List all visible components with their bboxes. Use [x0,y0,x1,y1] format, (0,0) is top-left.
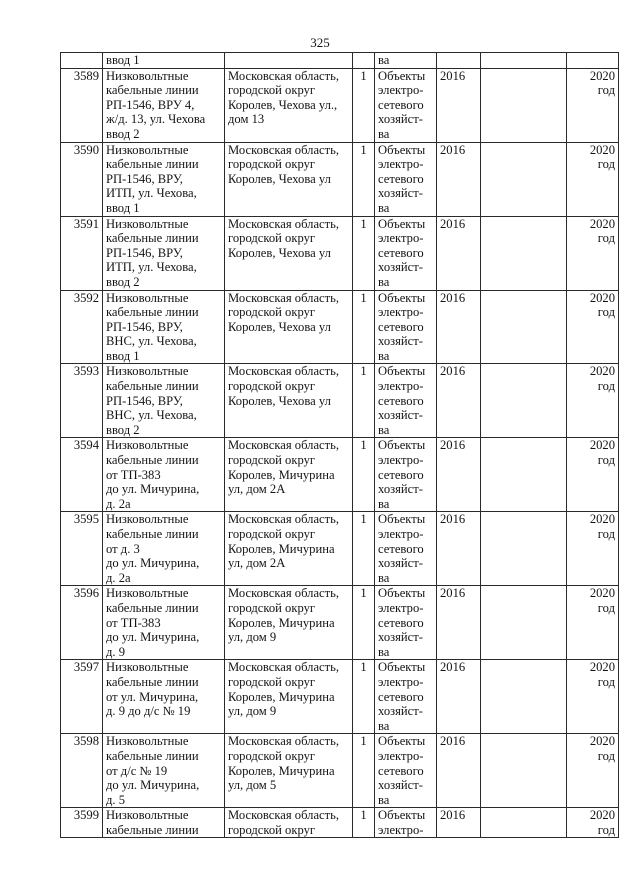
cell-address: Московская область, городской округ Королев, Мичурина ул, дом 2А [225,438,353,512]
cell-object-name: Низковольтные кабельные линии от ТП-383 до ул. Мичурина, д. 9 [103,586,225,660]
page-number: 325 [310,35,330,50]
cell-object-type: Объекты электро- [375,808,437,838]
cell-address: Московская область, городской округ Королев, Чехова ул [225,290,353,364]
table-row [61,290,619,364]
cell-address: Московская область, городской округ Королев, Мичурина ул, дом 9 [225,586,353,660]
cell-number: 3597 [61,660,103,734]
cell-term: 2020 год [567,586,619,660]
cell-empty [481,734,567,808]
cell-year: 2016 [437,438,481,512]
cell-empty [481,216,567,290]
cell-empty [481,142,567,216]
cell-year: 2016 [437,660,481,734]
table-row [61,660,619,734]
cell-empty [481,808,567,838]
cell-year: 2016 [437,734,481,808]
cell-address: Московская область, городской округ Королев, Мичурина ул, дом 5 [225,734,353,808]
cell-object-name: Низковольтные кабельные линии от д/с № 19 до ул. Мичурина, д. 5 [103,734,225,808]
cell-object-name: ввод 1 [103,53,225,69]
cell-year: 2016 [437,586,481,660]
cell-object-type: Объекты электро- сетевого хозяйст- ва [375,290,437,364]
cell-object-name: Низковольтные кабельные линии РП-1546, ВРУ, ВНС, ул. Чехова, ввод 2 [103,364,225,438]
cell-number: 3591 [61,216,103,290]
cell-object-type: Объекты электро- сетевого хозяйст- ва [375,216,437,290]
cell-year: 2016 [437,68,481,142]
cell-empty [481,68,567,142]
cell-address: Московская область, городской округ Королев, Чехова ул [225,364,353,438]
cell-term: 2020 год [567,68,619,142]
cell-year: 2016 [437,216,481,290]
cell-term: 2020 год [567,438,619,512]
cell-object-name: Низковольтные кабельные линии РП-1546, ВРУ 4, ж/д. 13, ул. Чехова ввод 2 [103,68,225,142]
cell-number [61,53,103,69]
cell-object-name: Низковольтные кабельные линии от ТП-383 до ул. Мичурина, д. 2а [103,438,225,512]
cell-empty [481,438,567,512]
cell-address: Московская область, городской округ Королев, Чехова ул [225,142,353,216]
cell-term: 2020 год [567,808,619,838]
cell-empty [481,660,567,734]
cell-quantity: 1 [353,660,375,734]
cell-address: Московская область, городской округ Королев, Чехова ул., дом 13 [225,68,353,142]
table-row [61,216,619,290]
cell-address: Московская область, городской округ Королев, Мичурина ул, дом 9 [225,660,353,734]
table-row-last [61,808,619,838]
table-row [61,142,619,216]
cell-number: 3596 [61,586,103,660]
cell-object-name: Низковольтные кабельные линии [103,808,225,838]
cell-object-name: Низковольтные кабельные линии РП-1546, ВРУ, ВНС, ул. Чехова, ввод 1 [103,290,225,364]
cell-object-name: Низковольтные кабельные линии от д. 3 до ул. Мичурина, д. 2а [103,512,225,586]
cell-year: 2016 [437,512,481,586]
cell-number: 3590 [61,142,103,216]
cell-address: Московская область, городской округ Королев, Чехова ул [225,216,353,290]
table-row [61,512,619,586]
cell-quantity [353,53,375,69]
cell-number: 3595 [61,512,103,586]
cell-term: 2020 год [567,660,619,734]
cell-object-name: Низковольтные кабельные линии РП-1546, ВРУ, ИТП, ул. Чехова, ввод 1 [103,142,225,216]
cell-year: 2016 [437,290,481,364]
cell-empty [481,586,567,660]
cell-quantity: 1 [353,364,375,438]
table-row [61,438,619,512]
cell-empty [481,290,567,364]
cell-year [437,53,481,69]
table-row [61,68,619,142]
cell-quantity: 1 [353,734,375,808]
cell-number: 3593 [61,364,103,438]
cell-quantity: 1 [353,68,375,142]
cell-address [225,53,353,69]
cell-number: 3599 [61,808,103,838]
cell-address: Московская область, городской округ [225,808,353,838]
cell-term: 2020 год [567,512,619,586]
cell-empty [481,53,567,69]
cell-number: 3589 [61,68,103,142]
table-row [61,586,619,660]
cell-quantity: 1 [353,438,375,512]
cell-empty [481,364,567,438]
cell-object-type: Объекты электро- сетевого хозяйст- ва [375,586,437,660]
cell-object-type: ва [375,53,437,69]
cell-object-type: Объекты электро- сетевого хозяйст- ва [375,364,437,438]
cell-term: 2020 год [567,290,619,364]
cell-address: Московская область, городской округ Королев, Мичурина ул, дом 2А [225,512,353,586]
cell-object-name: Низковольтные кабельные линии от ул. Мичурина, д. 9 до д/с № 19 [103,660,225,734]
cell-term: 2020 год [567,142,619,216]
cell-object-name: Низковольтные кабельные линии РП-1546, ВРУ, ИТП, ул. Чехова, ввод 2 [103,216,225,290]
cell-term: 2020 год [567,364,619,438]
table-row [61,734,619,808]
registry-body [61,53,619,838]
cell-object-type: Объекты электро- сетевого хозяйст- ва [375,438,437,512]
table-row [61,364,619,438]
cell-quantity: 1 [353,142,375,216]
cell-object-type: Объекты электро- сетевого хозяйст- ва [375,142,437,216]
cell-number: 3592 [61,290,103,364]
cell-object-type: Объекты электро- сетевого хозяйст- ва [375,512,437,586]
cell-year: 2016 [437,364,481,438]
cell-quantity: 1 [353,808,375,838]
cell-number: 3598 [61,734,103,808]
cell-quantity: 1 [353,586,375,660]
table-row-continuation [61,53,619,69]
cell-object-type: Объекты электро- сетевого хозяйст- ва [375,68,437,142]
cell-object-type: Объекты электро- сетевого хозяйст- ва [375,734,437,808]
cell-term [567,53,619,69]
registry-table [60,52,619,838]
cell-empty [481,512,567,586]
cell-quantity: 1 [353,512,375,586]
cell-year: 2016 [437,142,481,216]
cell-term: 2020 год [567,216,619,290]
cell-number: 3594 [61,438,103,512]
cell-quantity: 1 [353,290,375,364]
cell-term: 2020 год [567,734,619,808]
cell-year: 2016 [437,808,481,838]
cell-quantity: 1 [353,216,375,290]
cell-object-type: Объекты электро- сетевого хозяйст- ва [375,660,437,734]
